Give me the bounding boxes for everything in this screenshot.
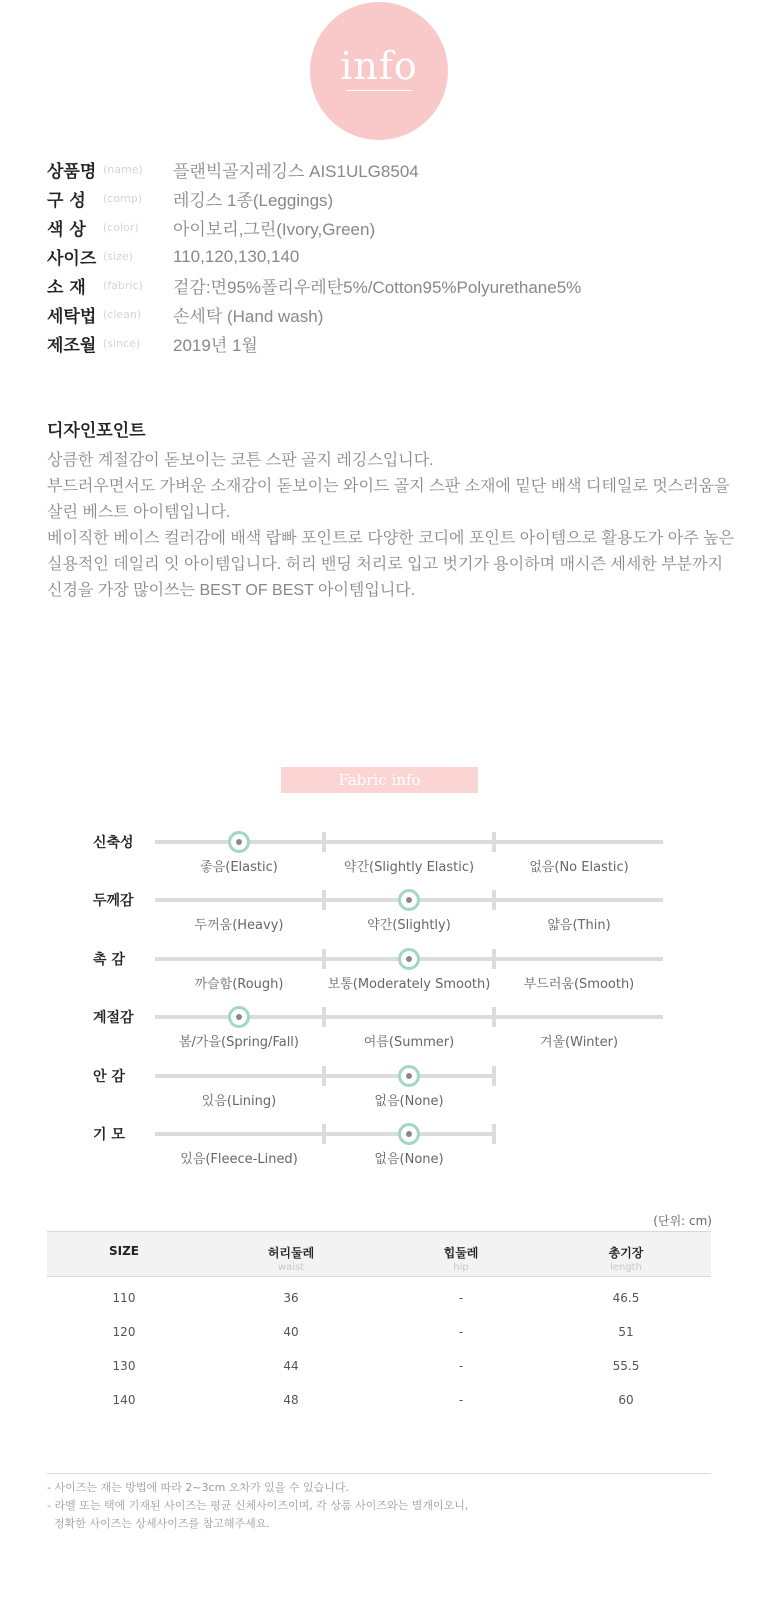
note-line: - 라벨 또는 택에 기재된 사이즈는 평균 신체사이즈이며, 각 상품 사이즈와는 별개이오니,: [47, 1499, 469, 1512]
spec-sublabel: (clean): [103, 308, 142, 321]
table-cell: 36: [283, 1291, 299, 1305]
header-label: 힙둘레: [443, 1246, 479, 1260]
table-cell: 55.5: [612, 1359, 640, 1373]
fabric-row-label: 안 감: [93, 1068, 125, 1085]
fabric-selected-marker: [398, 948, 420, 970]
spec-value: 레깅스 1종(Leggings): [173, 191, 334, 210]
table-cell: 130: [112, 1359, 136, 1373]
table-cell: -: [458, 1393, 464, 1407]
fabric-scale-tick: [492, 1007, 496, 1027]
fabric-row: [0, 951, 780, 1009]
spec-sublabel: (size): [103, 250, 133, 263]
spec-sublabel: (fabric): [103, 279, 143, 292]
fabric-option: 약간(Slightly): [367, 918, 451, 934]
spec-sublabel: (since): [103, 337, 141, 350]
table-cell: 110: [112, 1291, 136, 1305]
header-label: 총기장: [608, 1246, 644, 1260]
fabric-scale-tick: [492, 1124, 496, 1144]
table-cell: 51: [618, 1325, 634, 1339]
fabric-option: 얇음(Thin): [547, 918, 611, 934]
design-point-body: [47, 448, 747, 604]
spec-list: [47, 155, 581, 358]
header-hip: [381, 1232, 541, 1276]
spec-sublabel: (name): [103, 163, 143, 176]
spec-value: 플랜빅골지레깅스 AIS1ULG8504: [173, 162, 419, 181]
table-cell: 60: [618, 1393, 634, 1407]
table-cell: 44: [283, 1359, 299, 1373]
note-line: - 사이즈는 재는 방법에 따라 2~3cm 오차가 있을 수 있습니다.: [47, 1481, 350, 1494]
fabric-scale-tick: [492, 832, 496, 852]
fabric-row-label: 두께감: [93, 893, 134, 910]
design-line: 상큼한 계절감이 돋보이는 코튼 스판 골지 레깅스입니다.: [47, 452, 434, 469]
spec-row-color: [47, 213, 581, 242]
table-cell: 48: [283, 1393, 299, 1407]
spec-row-comp: [47, 184, 581, 213]
spec-value: 겉감:면95%폴리우레탄5%/Cotton95%Polyurethane5%: [173, 278, 582, 297]
fabric-row: [0, 835, 780, 892]
fabric-selected-marker: [398, 1065, 420, 1087]
spec-sublabel: (color): [103, 221, 139, 234]
fabric-option: 보통(Moderately Smooth): [327, 976, 491, 992]
fabric-scale-tick: [322, 1124, 326, 1144]
fabric-row: [0, 1010, 780, 1067]
spec-row-clean: [47, 300, 581, 329]
fabric-scale-tick: [322, 1066, 326, 1086]
spec-label: 구 성: [47, 191, 86, 211]
fabric-row: [0, 1127, 780, 1184]
fabric-option: 까슬함(Rough): [194, 976, 284, 992]
design-point-title: 디자인포인트: [47, 421, 146, 441]
spec-row-name: [47, 155, 581, 184]
fabric-row-label: 계절감: [93, 1010, 134, 1027]
header-length: [541, 1232, 711, 1276]
spec-label: 제조월: [47, 336, 97, 356]
fabric-option: 겨울(Winter): [539, 1035, 619, 1051]
table-cell: -: [458, 1359, 464, 1373]
fabric-option: 좋음(Elastic): [200, 860, 278, 875]
header-sublabel: hip: [453, 1262, 469, 1273]
fabric-scale-tick: [492, 1066, 496, 1086]
design-line: 부드러우면서도 가벼운 소재감이 돋보이는 와이드 골지 스판 소재에 밑단 배색 디테일로 멋스러움을: [47, 478, 730, 495]
spec-label: 색 상: [47, 220, 86, 240]
spec-label: 세탁법: [47, 307, 97, 327]
table-row: [47, 1315, 711, 1349]
header-sublabel: waist: [277, 1262, 305, 1273]
design-line: 살린 베스트 아이템입니다.: [47, 504, 231, 521]
spec-sublabel: (comp): [103, 192, 143, 205]
info-badge: [310, 2, 448, 140]
design-line: 실용적인 데일리 잇 아이템입니다. 허리 밴딩 처리로 입고 벗기가 용이하며 매시즌 세세한 부분까지: [47, 556, 724, 573]
table-cell: 140: [112, 1393, 136, 1407]
fabric-scale-tick: [322, 832, 326, 852]
header-size: [47, 1232, 201, 1276]
table-cell: -: [458, 1291, 464, 1305]
table-cell: 46.5: [612, 1291, 640, 1305]
table-row: [47, 1383, 711, 1417]
fabric-option: 없음(None): [374, 1152, 444, 1167]
size-table-header: [47, 1231, 711, 1277]
header-sublabel: length: [610, 1262, 642, 1273]
note-line: 정확한 사이즈는 상세사이즈를 참고해주세요.: [47, 1517, 270, 1530]
fabric-option: 봄/가을(Spring/Fall): [178, 1035, 299, 1051]
fabric-row-label: 기 모: [93, 1127, 125, 1143]
design-line: 베이직한 베이스 컬러감에 배색 랍빠 포인트로 다양한 코디에 포인트 아이템으로 활용도가 아주 높은: [47, 530, 735, 547]
fabric-option: 두꺼움(Heavy): [194, 918, 284, 934]
info-title: info: [340, 44, 418, 88]
design-line: 신경을 가장 많이쓰는 BEST OF BEST 아이템입니다.: [47, 582, 416, 599]
size-unit-label: (단위: cm): [653, 1214, 712, 1228]
fabric-info-title: Fabric info: [281, 767, 478, 793]
table-row: [47, 1281, 711, 1315]
spec-label: 사이즈: [47, 249, 97, 269]
size-notes: [47, 1479, 468, 1533]
fabric-option: 약간(Slightly Elastic): [343, 860, 475, 875]
fabric-option: 없음(None): [374, 1093, 444, 1109]
info-underline: [346, 90, 412, 91]
size-table: [47, 1231, 711, 1417]
spec-value: 110,120,130,140: [173, 246, 300, 266]
spec-row-since: [47, 329, 581, 358]
header-label: 허리둘레: [267, 1246, 315, 1260]
table-cell: 120: [112, 1325, 136, 1339]
spec-label: 소 재: [47, 278, 86, 298]
fabric-option: 있음(Lining): [201, 1093, 277, 1109]
fabric-option: 있음(Fleece-Lined): [180, 1152, 298, 1167]
spec-label: 상품명: [47, 162, 97, 182]
spec-value: 2019년 1월: [173, 336, 258, 355]
fabric-row-label: 촉 감: [93, 951, 125, 968]
fabric-row-label: 신축성: [93, 835, 134, 851]
fabric-row: [0, 893, 780, 950]
fabric-option: 여름(Summer): [363, 1035, 455, 1051]
spec-row-size: [47, 242, 581, 271]
table-cell: 40: [283, 1325, 299, 1339]
fabric-scale-tick: [322, 949, 326, 969]
fabric-scale-tick: [322, 1007, 326, 1027]
fabric-row: [0, 1068, 780, 1126]
fabric-scale-tick: [322, 890, 326, 910]
fabric-selected-marker: [228, 831, 250, 853]
fabric-selected-marker: [398, 1123, 420, 1145]
spec-row-fabric: [47, 271, 581, 300]
table-cell: -: [458, 1325, 464, 1339]
fabric-option: 없음(No Elastic): [529, 860, 629, 875]
fabric-selected-marker: [228, 1006, 250, 1028]
spec-value: 손세탁 (Hand wash): [173, 307, 324, 326]
notes-divider: [47, 1473, 711, 1474]
fabric-selected-marker: [398, 889, 420, 911]
fabric-option: 부드러움(Smooth): [523, 976, 635, 992]
header-label: SIZE: [108, 1244, 139, 1258]
fabric-scale-tick: [492, 949, 496, 969]
header-waist: [201, 1232, 381, 1276]
table-row: [47, 1349, 711, 1383]
spec-value: 아이보리,그린(Ivory,Green): [173, 220, 376, 239]
fabric-scale-tick: [492, 890, 496, 910]
